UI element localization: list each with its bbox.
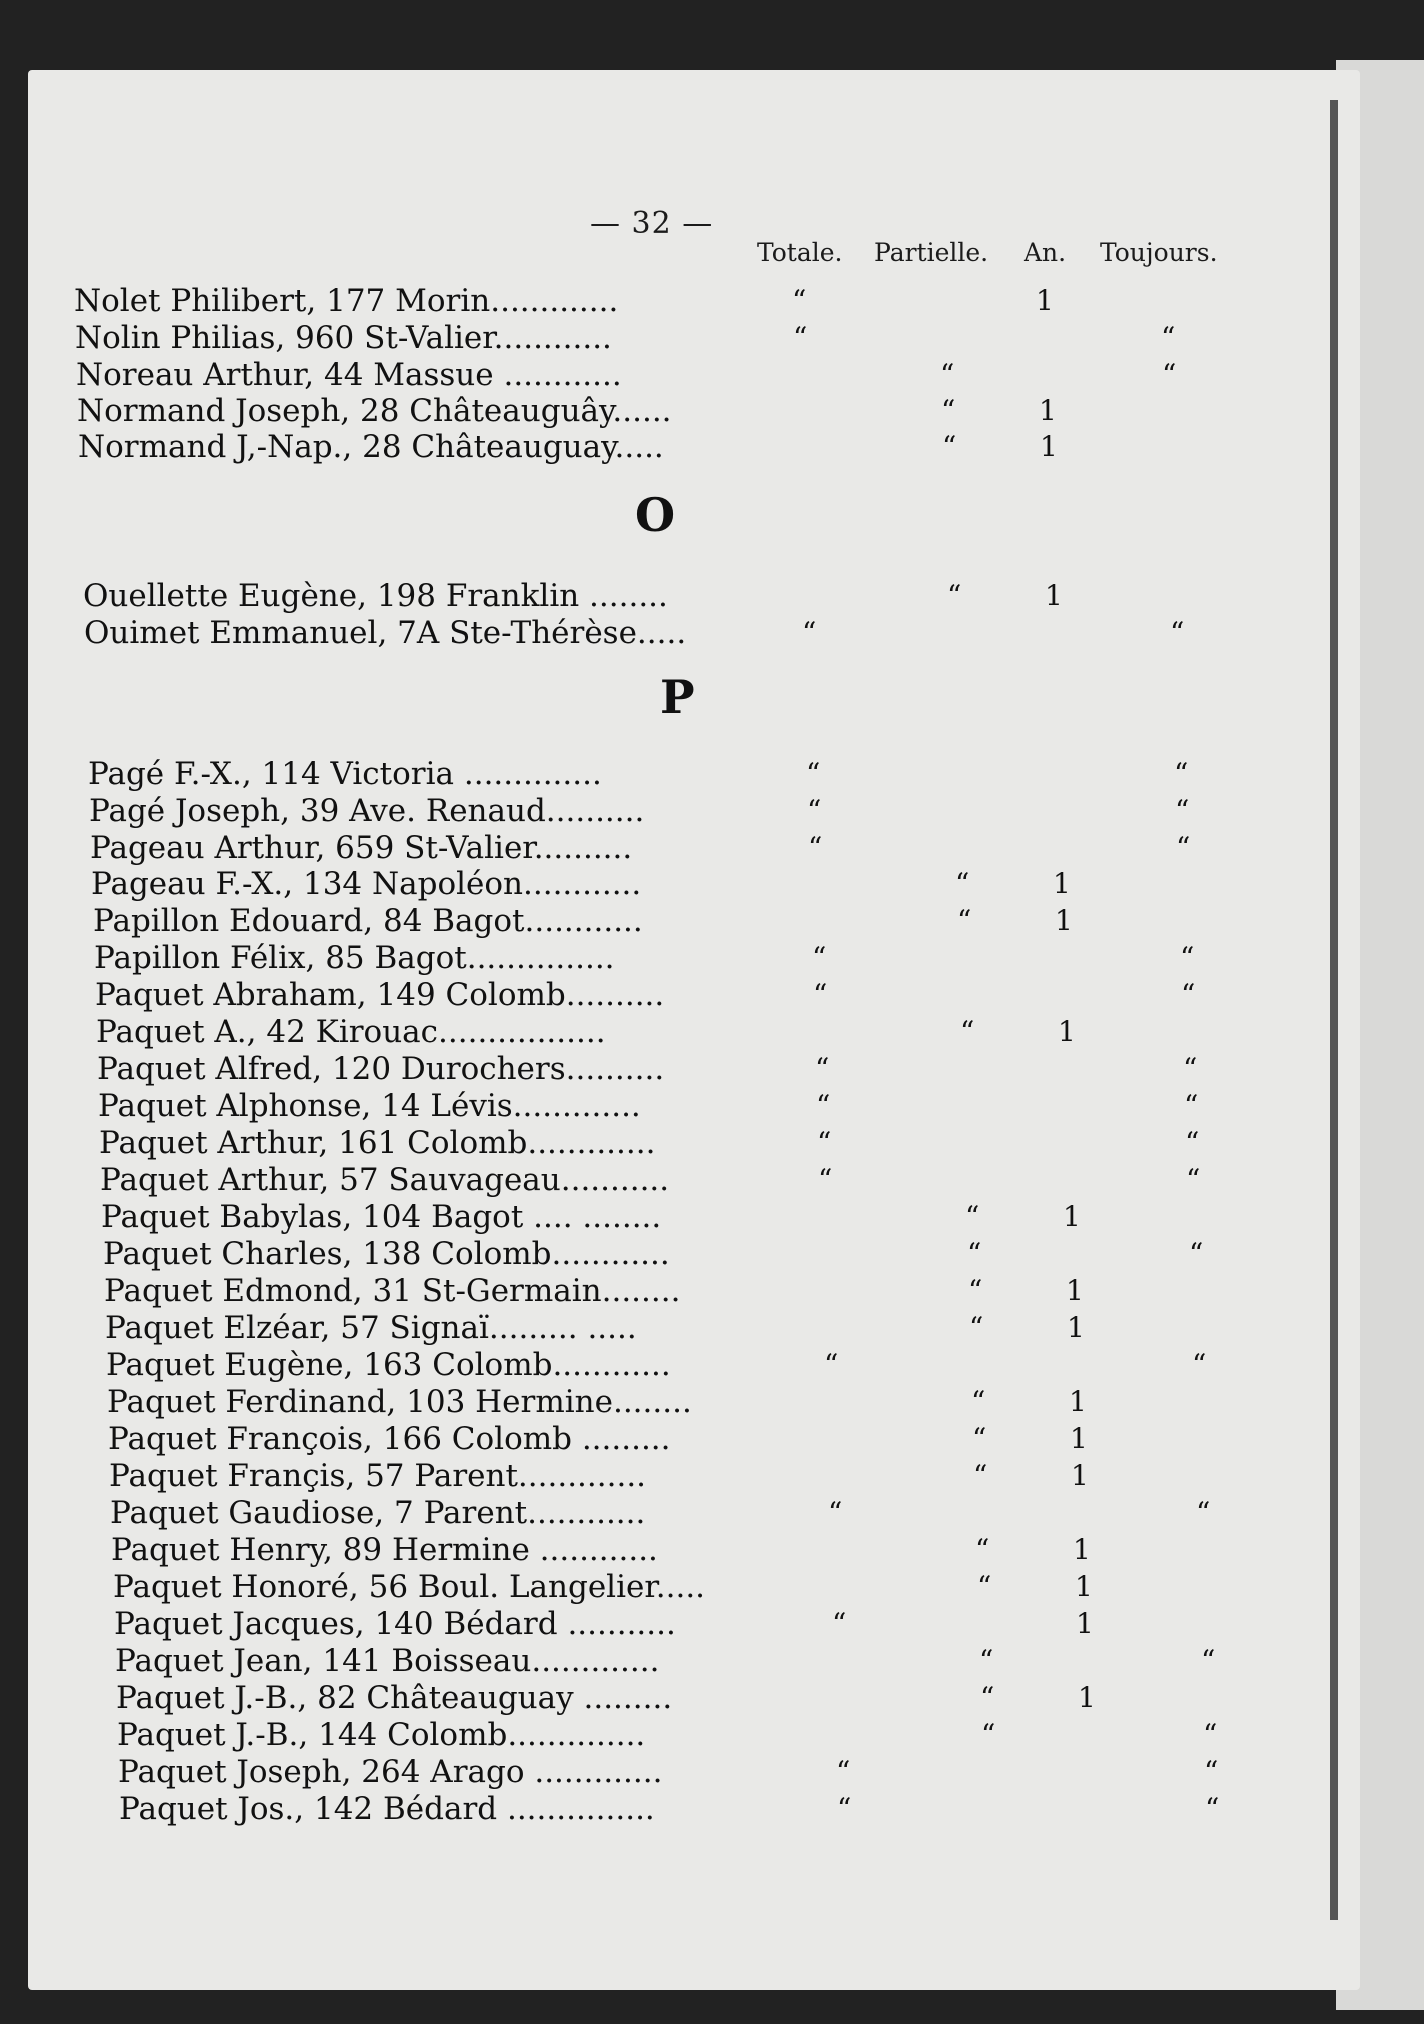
entry-totale-mark: “ <box>815 1052 830 1085</box>
entry-name: Paquet Charles, 138 Colomb............ <box>103 1236 670 1272</box>
entry-an-mark: 1 <box>1069 1385 1087 1418</box>
entry-name: Papillon Edouard, 84 Bagot............ <box>93 903 643 939</box>
entry-partielle-mark: “ <box>957 904 972 937</box>
entry-toujours-mark: “ <box>1175 794 1190 827</box>
entry-toujours-mark: “ <box>1186 1163 1201 1196</box>
entry-partielle-mark: “ <box>980 1681 995 1714</box>
entry-name: Paquet Eugène, 163 Colomb............ <box>106 1347 671 1383</box>
entry-row <box>0 1532 1300 1568</box>
entry-name: Normand J,-Nap., 28 Châteauguay..... <box>78 429 664 465</box>
entry-an-mark: 1 <box>1039 394 1057 427</box>
entry-name: Pagé Joseph, 39 Ave. Renaud.......... <box>89 793 645 829</box>
entry-name: Paquet Arthur, 57 Sauvageau........... <box>100 1162 670 1198</box>
section-letter-p: P <box>660 670 695 724</box>
entry-toujours-mark: “ <box>1192 1348 1207 1381</box>
entry-name: Paquet Elzéar, 57 Signaï......... ..... <box>105 1310 637 1346</box>
entry-partielle-mark: “ <box>969 1311 984 1344</box>
entry-totale-mark: “ <box>824 1348 839 1381</box>
column-header-partielle: Partielle. <box>874 238 989 267</box>
entry-row <box>0 1606 1300 1642</box>
entry-row <box>0 1458 1300 1494</box>
entry-name: Paquet Alphonse, 14 Lévis............. <box>98 1088 641 1124</box>
entry-partielle-mark: “ <box>977 1570 992 1603</box>
entry-toujours-mark: “ <box>1183 1052 1198 1085</box>
entry-toujours-mark: “ <box>1161 321 1176 354</box>
entry-totale-mark: “ <box>817 1126 832 1159</box>
entry-toujours-mark: “ <box>1170 616 1185 649</box>
entry-row <box>0 903 1300 939</box>
entry-an-mark: 1 <box>1076 1607 1094 1640</box>
entry-an-mark: 1 <box>1036 284 1054 317</box>
entry-totale-mark: “ <box>792 284 807 317</box>
entry-row <box>0 1162 1300 1198</box>
entry-row <box>0 1643 1300 1679</box>
entry-row <box>0 429 1300 465</box>
entry-totale-mark: “ <box>808 831 823 864</box>
entry-name: Paquet Abraham, 149 Colomb.......... <box>95 977 665 1013</box>
entry-name: Paquet J.-B., 82 Châteauguay ......... <box>116 1680 673 1716</box>
entry-name: Ouimet Emmanuel, 7A Ste-Thérèse..... <box>84 615 687 651</box>
entry-partielle-mark: “ <box>975 1533 990 1566</box>
entry-name: Paquet J.-B., 144 Colomb.............. <box>117 1717 646 1753</box>
entry-an-mark: 1 <box>1058 1015 1076 1048</box>
entry-name: Paquet Honoré, 56 Boul. Langelier..... <box>113 1569 706 1605</box>
entry-totale-mark: “ <box>793 321 808 354</box>
entry-name: Paquet A., 42 Kirouac................. <box>96 1014 606 1050</box>
entry-partielle-mark: “ <box>955 867 970 900</box>
entry-name: Paquet Babylas, 104 Bagot .... ........ <box>101 1199 662 1235</box>
entry-partielle-mark: “ <box>942 430 957 463</box>
entry-toujours-mark: “ <box>1162 358 1177 391</box>
entry-an-mark: 1 <box>1040 430 1058 463</box>
entry-name: Papillon Félix, 85 Bagot............... <box>94 940 615 976</box>
entry-row <box>0 578 1300 614</box>
entry-partielle-mark: “ <box>967 1237 982 1270</box>
entry-totale-mark: “ <box>818 1163 833 1196</box>
entry-name: Paquet Gaudiose, 7 Parent............ <box>110 1495 646 1531</box>
entry-row <box>0 1384 1300 1420</box>
entry-name: Nolet Philibert, 177 Morin............. <box>74 283 619 319</box>
entry-an-mark: 1 <box>1071 1459 1089 1492</box>
entry-row <box>0 1495 1300 1531</box>
entry-toujours-mark: “ <box>1196 1496 1211 1529</box>
entry-row <box>0 1421 1300 1457</box>
entry-row <box>0 1125 1300 1161</box>
entry-row <box>0 830 1300 866</box>
entry-row <box>0 1014 1300 1050</box>
entry-name: Paquet Jean, 141 Boisseau............. <box>115 1643 660 1679</box>
entry-partielle-mark: “ <box>981 1718 996 1751</box>
entry-row <box>0 1569 1300 1605</box>
entry-name: Paquet Françis, 57 Parent............. <box>109 1458 647 1494</box>
entry-name: Paquet Jos., 142 Bédard ............... <box>119 1791 655 1827</box>
entry-partielle-mark: “ <box>940 358 955 391</box>
binding-gutter <box>1330 100 1338 1920</box>
entry-toujours-mark: “ <box>1204 1755 1219 1788</box>
entry-an-mark: 1 <box>1053 867 1071 900</box>
entry-row <box>0 1717 1300 1753</box>
entry-name: Paquet Jacques, 140 Bédard ........... <box>114 1606 676 1642</box>
entry-name: Noreau Arthur, 44 Massue ............ <box>76 357 622 393</box>
entry-partielle-mark: “ <box>941 394 956 427</box>
entry-name: Paquet Edmond, 31 St-Germain........ <box>104 1273 681 1309</box>
entry-totale-mark: “ <box>802 616 817 649</box>
entry-an-mark: 1 <box>1045 579 1063 612</box>
entry-name: Paquet Arthur, 161 Colomb............. <box>99 1125 656 1161</box>
entry-name: Paquet Joseph, 264 Arago ............. <box>118 1754 663 1790</box>
entry-partielle-mark: “ <box>965 1200 980 1233</box>
entry-toujours-mark: “ <box>1189 1237 1204 1270</box>
entry-row <box>0 283 1300 319</box>
section-letter-o: O <box>635 488 676 542</box>
entry-totale-mark: “ <box>836 1755 851 1788</box>
entry-row <box>0 320 1300 356</box>
entry-totale-mark: “ <box>837 1792 852 1825</box>
entry-row <box>0 1236 1300 1272</box>
entry-row <box>0 615 1300 651</box>
entry-row <box>0 1347 1300 1383</box>
entry-an-mark: 1 <box>1066 1274 1084 1307</box>
entry-name: Pageau F.-X., 134 Napoléon............ <box>91 866 642 902</box>
entry-name: Paquet Henry, 89 Hermine ............ <box>111 1532 658 1568</box>
entry-row <box>0 1199 1300 1235</box>
entry-toujours-mark: “ <box>1205 1792 1220 1825</box>
entry-toujours-mark: “ <box>1176 831 1191 864</box>
entry-partielle-mark: “ <box>947 579 962 612</box>
entry-toujours-mark: “ <box>1201 1644 1216 1677</box>
entry-row <box>0 756 1300 792</box>
entry-partielle-mark: “ <box>972 1422 987 1455</box>
entry-an-mark: 1 <box>1078 1681 1096 1714</box>
entry-name: Paquet Alfred, 120 Durochers.......... <box>97 1051 665 1087</box>
entry-toujours-mark: “ <box>1180 941 1195 974</box>
entry-partielle-mark: “ <box>968 1274 983 1307</box>
entry-totale-mark: “ <box>816 1089 831 1122</box>
entry-row <box>0 1051 1300 1087</box>
entry-row <box>0 940 1300 976</box>
entry-toujours-mark: “ <box>1184 1089 1199 1122</box>
entry-row <box>0 357 1300 393</box>
entry-totale-mark: “ <box>832 1607 847 1640</box>
entry-totale-mark: “ <box>807 794 822 827</box>
entry-row <box>0 1754 1300 1790</box>
entry-totale-mark: “ <box>806 757 821 790</box>
entry-an-mark: 1 <box>1063 1200 1081 1233</box>
entry-name: Nolin Philias, 960 St-Valier............ <box>75 320 612 356</box>
entry-totale-mark: “ <box>828 1496 843 1529</box>
entry-an-mark: 1 <box>1075 1570 1093 1603</box>
entry-totale-mark: “ <box>812 941 827 974</box>
entry-name: Paquet François, 166 Colomb ......... <box>108 1421 671 1457</box>
entry-row <box>0 866 1300 902</box>
entry-an-mark: 1 <box>1055 904 1073 937</box>
entry-an-mark: 1 <box>1067 1311 1085 1344</box>
page-number: — 32 — <box>590 206 714 241</box>
entry-row <box>0 793 1300 829</box>
entry-an-mark: 1 <box>1073 1533 1091 1566</box>
entry-partielle-mark: “ <box>979 1644 994 1677</box>
entry-partielle-mark: “ <box>960 1015 975 1048</box>
entry-row <box>0 1310 1300 1346</box>
entry-name: Pagé F.-X., 114 Victoria .............. <box>88 756 602 792</box>
entry-toujours-mark: “ <box>1185 1126 1200 1159</box>
entry-row <box>0 393 1300 429</box>
entry-toujours-mark: “ <box>1203 1718 1218 1751</box>
entry-row <box>0 1680 1300 1716</box>
column-header-totale: Totale. <box>757 238 843 267</box>
entry-totale-mark: “ <box>813 978 828 1011</box>
entry-name: Pageau Arthur, 659 St-Valier.......... <box>90 830 633 866</box>
entry-name: Normand Joseph, 28 Châteauguây...... <box>77 393 672 429</box>
entry-partielle-mark: “ <box>971 1385 986 1418</box>
entry-toujours-mark: “ <box>1181 978 1196 1011</box>
entry-partielle-mark: “ <box>973 1459 988 1492</box>
entry-name: Ouellette Eugène, 198 Franklin ........ <box>83 578 668 614</box>
entry-row <box>0 1088 1300 1124</box>
column-header-toujours: Toujours. <box>1100 238 1218 267</box>
entry-row <box>0 977 1300 1013</box>
entry-name: Paquet Ferdinand, 103 Hermine........ <box>107 1384 692 1420</box>
entry-row <box>0 1273 1300 1309</box>
column-header-an: An. <box>1024 238 1067 267</box>
entry-toujours-mark: “ <box>1174 757 1189 790</box>
entry-row <box>0 1791 1300 1827</box>
entry-an-mark: 1 <box>1070 1422 1088 1455</box>
